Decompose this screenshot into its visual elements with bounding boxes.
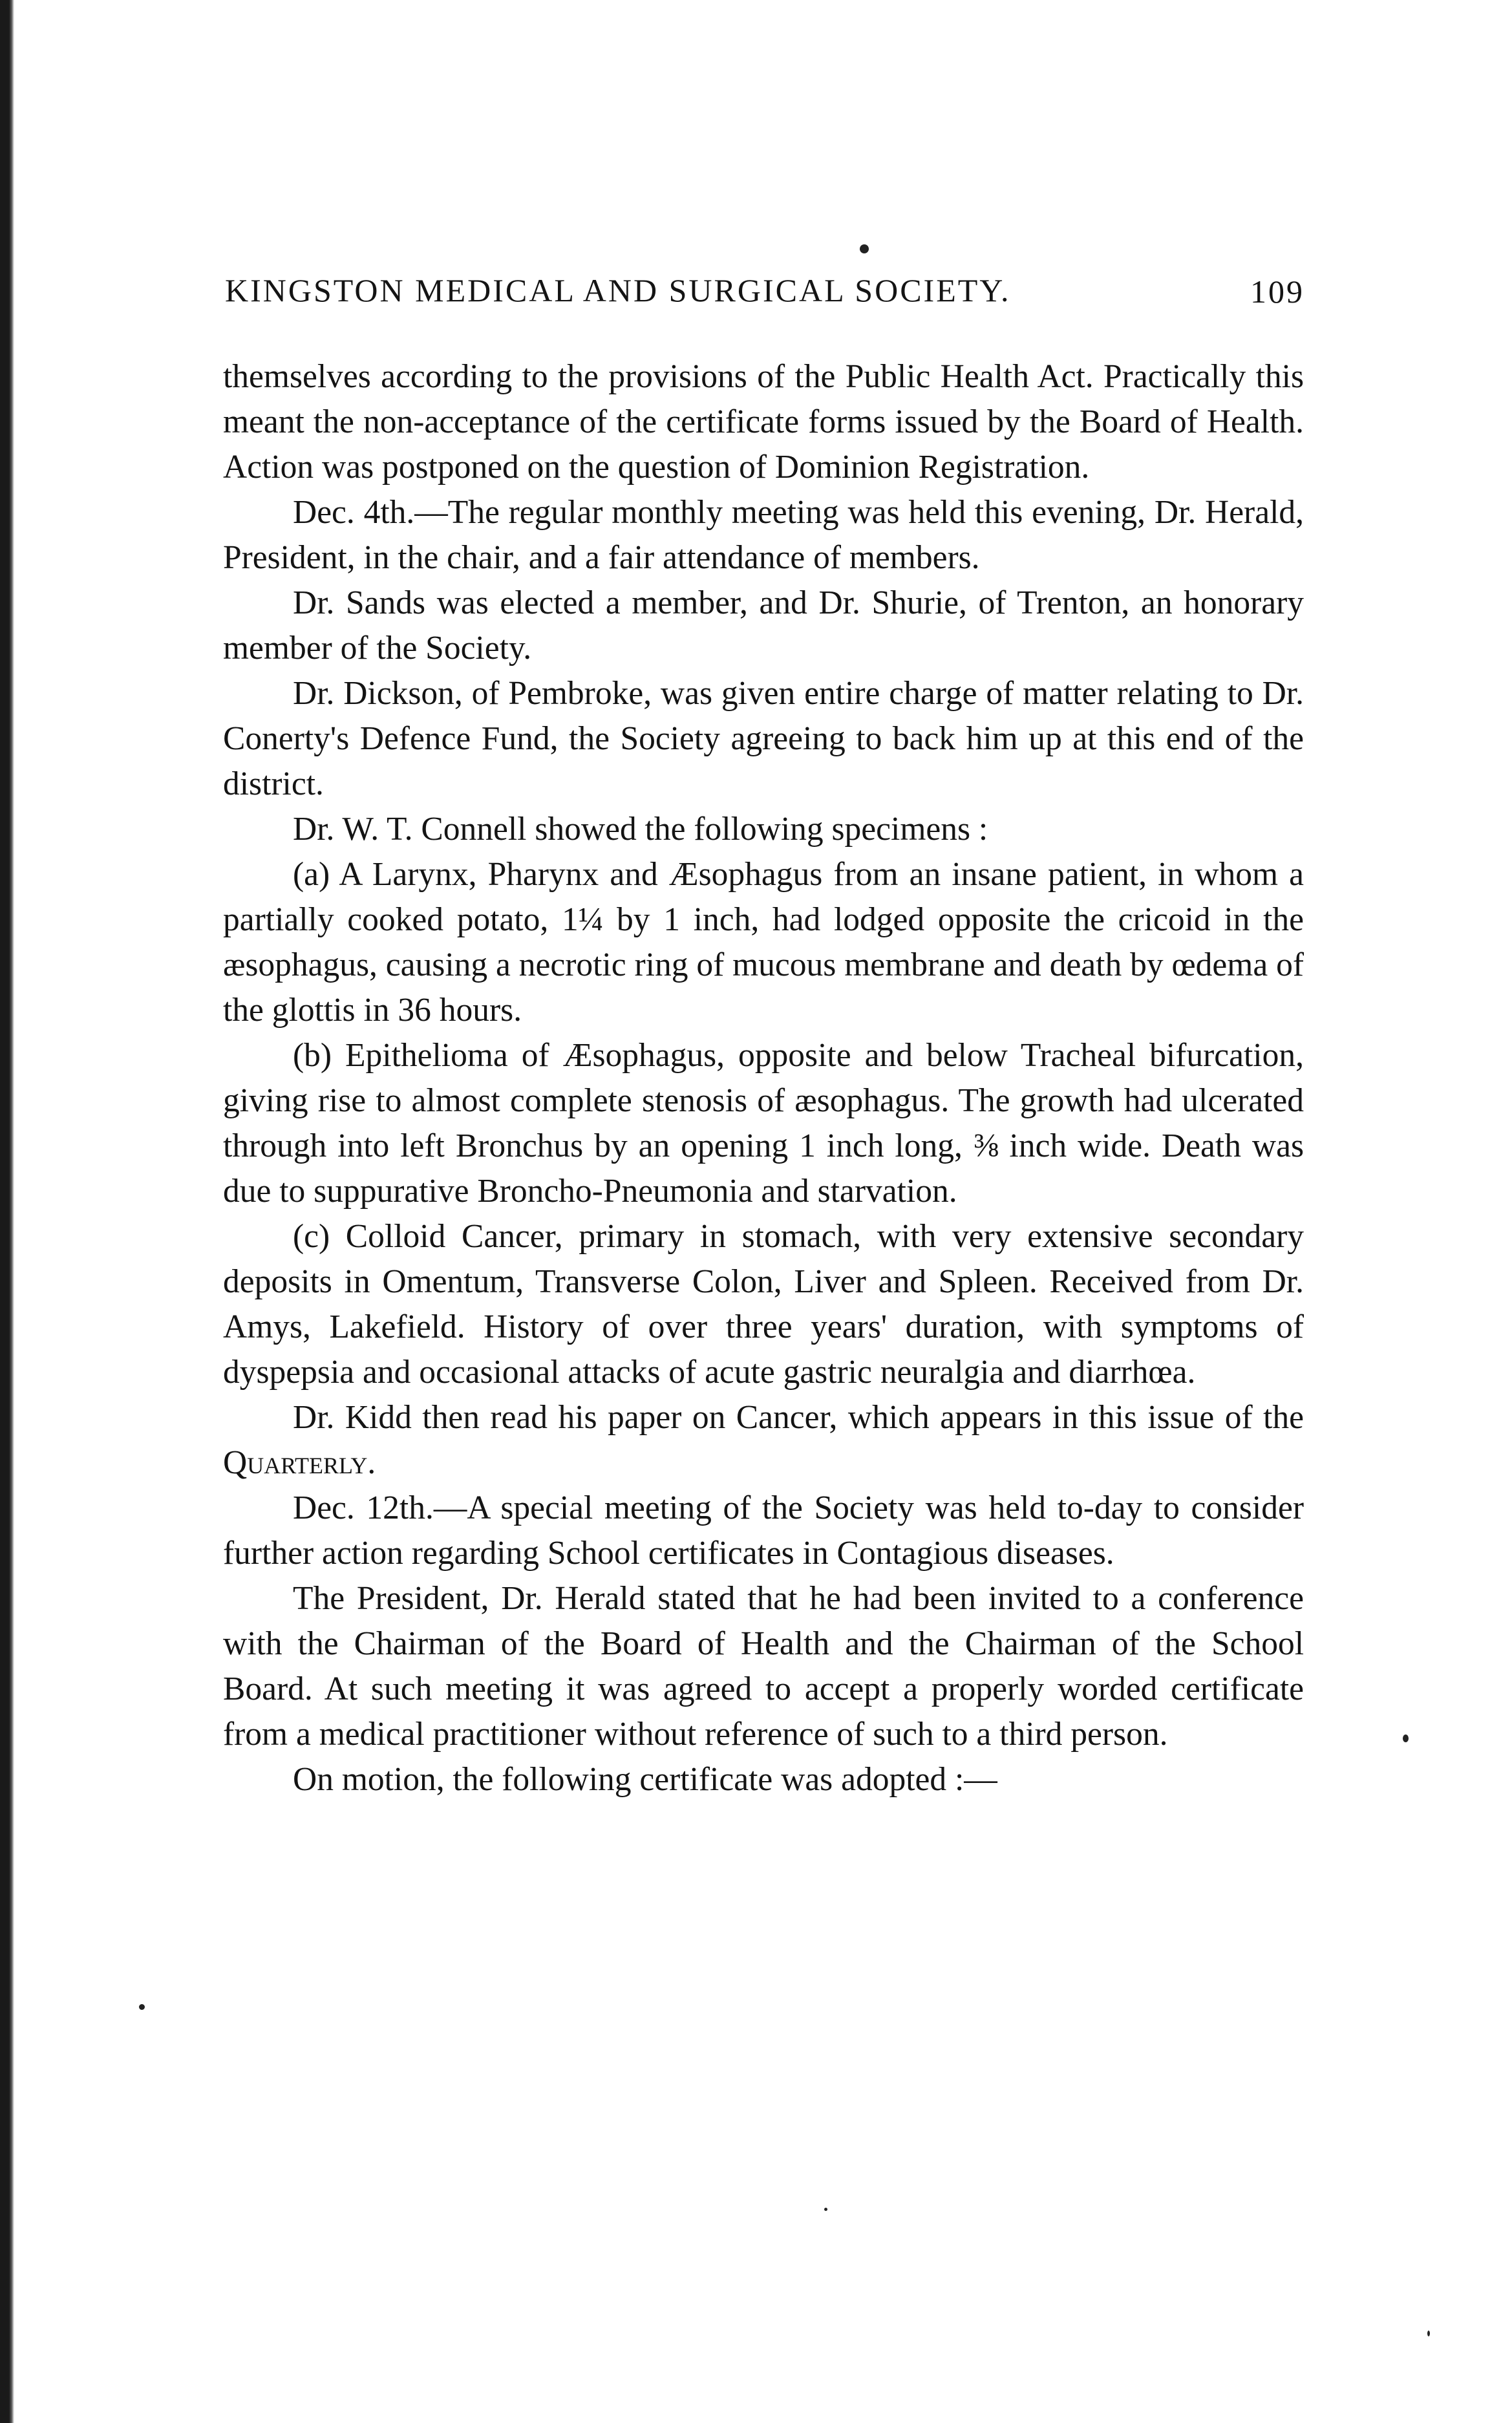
running-title: KINGSTON MEDICAL AND SURGICAL SOCIETY. [225,272,1011,308]
scan-speck [1427,2331,1430,2336]
paragraph-motion: On motion, the following certificate was adopted :— [293,1761,997,1798]
paragraph-continued: themselves according to the provisions of the Public Health Act. Practically this meant the non-acceptance of the certificate forms issued by the Board of Health. Action was postponed on the question of Dominion Registration. [223,358,1304,486]
paragraph-specimen-a: (a) A Larynx, Pharynx and Æsophagus from an insane patient, in whom a partially cooked potato, 1¼ by 1 inch, had lodged opposite the cricoid in the æsophagus, causing a necrotic ring of mucous membrane and death by œdema of the glottis in 36 hours. [223,856,1304,1029]
paragraph-text: . [367,1444,376,1481]
paragraph-cancer-paper [223,1395,1304,1486]
scan-speck [139,2004,145,2010]
paragraph-specimen-b: (b) Epithelioma of Æsophagus, opposite and below Tracheal bifurcation, giving rise to almost complete stenosis of æsophagus. The growth had ulcerated through into left Bronchus by an opening 1 inch long, ⅜ inch wide. Death was due to suppurative Broncho-Pneumonia and starvation. [223,1037,1304,1210]
paragraph-elections: Dr. Sands was elected a member, and Dr. Shurie, of Trenton, an honorary member of the Society. [223,584,1304,667]
paragraph-defence-fund: Dr. Dickson, of Pembroke, was given entire charge of matter relating to Dr. Conerty's Defence Fund, the Society agreeing to back him up at this end of the district. [223,675,1304,802]
paragraph-specimen-c: (c) Colloid Cancer, primary in stomach, with very extensive secondary deposits in Omentum, Transverse Colon, Liver and Spleen. Received from Dr. Amys, Lakefield. History of over three years' duration, with symptoms of dyspepsia and occasional attacks of acute gastric neuralgia and diarrhœa. [223,1218,1304,1391]
scan-speck [1403,1735,1409,1742]
scan-speck [860,244,869,253]
scan-speck [824,2208,827,2211]
binding-edge [0,0,14,2423]
paragraph-president-statement: The President, Dr. Herald stated that he had been invited to a conference with the Chairman of the Board of Health and the Chairman of the School Board. At such meeting it was agreed to accept a properly worded certificate from a medical practitioner without reference of such to a third person. [223,1580,1304,1753]
paragraph-text: Dr. Kidd then read his paper on Cancer, which appears in this issue of the [293,1399,1304,1436]
journal-name: Quarterly [223,1444,368,1481]
running-header [225,272,1304,323]
body-text [223,354,1304,1802]
paragraph-dec-4th-meeting: Dec. 4th.—The regular monthly meeting was held this evening, Dr. Herald, President, in the chair, and a fair attendance of members. [223,494,1304,576]
page-number: 109 [1250,273,1304,310]
paragraph-dec-12th-meeting: Dec. 12th.—A special meeting of the Society was held to-day to consider further action regarding School certificates in Contagious diseases. [223,1489,1304,1572]
paragraph-specimens-intro: Dr. W. T. Connell showed the following specimens : [293,811,988,848]
